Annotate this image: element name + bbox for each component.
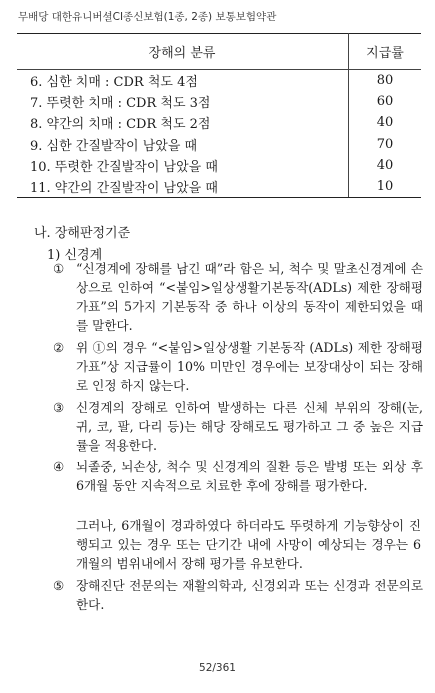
item-4-continuation: 그러나, 6개월이 경과하였다 하더라도 뚜렷하게 기능향상이 진행되고 있는 경우 또는 단기간 내에 사망이 예상되는 경우는 6개월의 범위내에서 장해 평가를 유보한다.	[76, 518, 421, 571]
list-item	[53, 259, 423, 335]
item-text: 장해진단 전문의는 재활의학과, 신경외과 또는 신경과 전문의로 한다.	[76, 578, 423, 612]
disability-rate-table	[17, 33, 421, 198]
table-row	[17, 91, 421, 112]
row-value: 70	[376, 136, 394, 152]
item-number: ④	[53, 459, 65, 474]
table-row	[17, 134, 421, 155]
row-label: 8. 약간의 치매 : CDR 척도 2점	[17, 112, 349, 133]
item-number: ①	[53, 261, 65, 276]
list-item	[53, 457, 423, 495]
table-row	[17, 155, 421, 176]
section-heading: 나. 장해판정기준	[34, 226, 131, 241]
row-label: 10. 뚜렷한 간질발작이 남았을 때	[17, 155, 349, 176]
item-number: ②	[53, 340, 65, 355]
page-number: 52/361	[199, 662, 236, 674]
document-header: 무배당 대한유니버셜CI종신보험(1종, 2종) 보통보험약관	[18, 11, 277, 23]
item-text: 신경계의 장해로 인하여 발생하는 다른 신체 부위의 장해(눈, 귀, 코, 팔, 다리 등)는 해당 장해로도 평가하고 그 중 높은 지급률을 적용한다.	[76, 400, 423, 453]
row-value: 40	[376, 157, 394, 173]
table-header-row	[17, 34, 421, 70]
item-text: 위 ①의 경우 “<붙임>일상생활 기본동작 (ADLs) 제한 장해평가표”상 지급률이 10% 미만인 경우에는 보장대상이 되는 장해로 인정 하지 않는다.	[76, 340, 423, 393]
table-row	[17, 112, 421, 133]
table-row	[17, 70, 421, 92]
list-item	[53, 338, 423, 395]
row-value: 40	[376, 115, 394, 131]
list-item	[53, 398, 423, 455]
row-label: 7. 뚜렷한 치매 : CDR 척도 3점	[17, 91, 349, 112]
row-value: 60	[376, 94, 394, 110]
row-value: 10	[349, 176, 422, 198]
row-label: 11. 약간의 간질발작이 남았을 때	[17, 176, 349, 198]
item-number: ⑤	[53, 578, 65, 593]
row-value: 80	[376, 73, 394, 89]
row-label: 9. 심한 간질발작이 남았을 때	[17, 134, 349, 155]
column-header-payment-rate: 지급률	[349, 34, 422, 70]
table-row	[17, 176, 421, 198]
item-number: ③	[53, 400, 65, 415]
item-text: “신경계에 장해를 남긴 때”라 함은 뇌, 척수 및 말초신경계에 손상으로 인하여 “<붙임>일상생활기본동작(ADLs) 제한 장해평가표”의 5가지 기본동작 중 하나 이상의 동작이 제한되었을 때를 말한다.	[76, 261, 423, 333]
subsection-heading: 1) 신경계	[47, 248, 103, 263]
row-label: 6. 심한 치매 : CDR 척도 4점	[17, 70, 349, 92]
list-item	[53, 576, 423, 614]
column-header-classification: 장해의 분류	[17, 34, 349, 70]
item-text: 뇌졸중, 뇌손상, 척수 및 신경계의 질환 등은 발병 또는 외상 후 6개월 동안 지속적으로 치료한 후에 장해를 평가한다.	[76, 459, 423, 493]
